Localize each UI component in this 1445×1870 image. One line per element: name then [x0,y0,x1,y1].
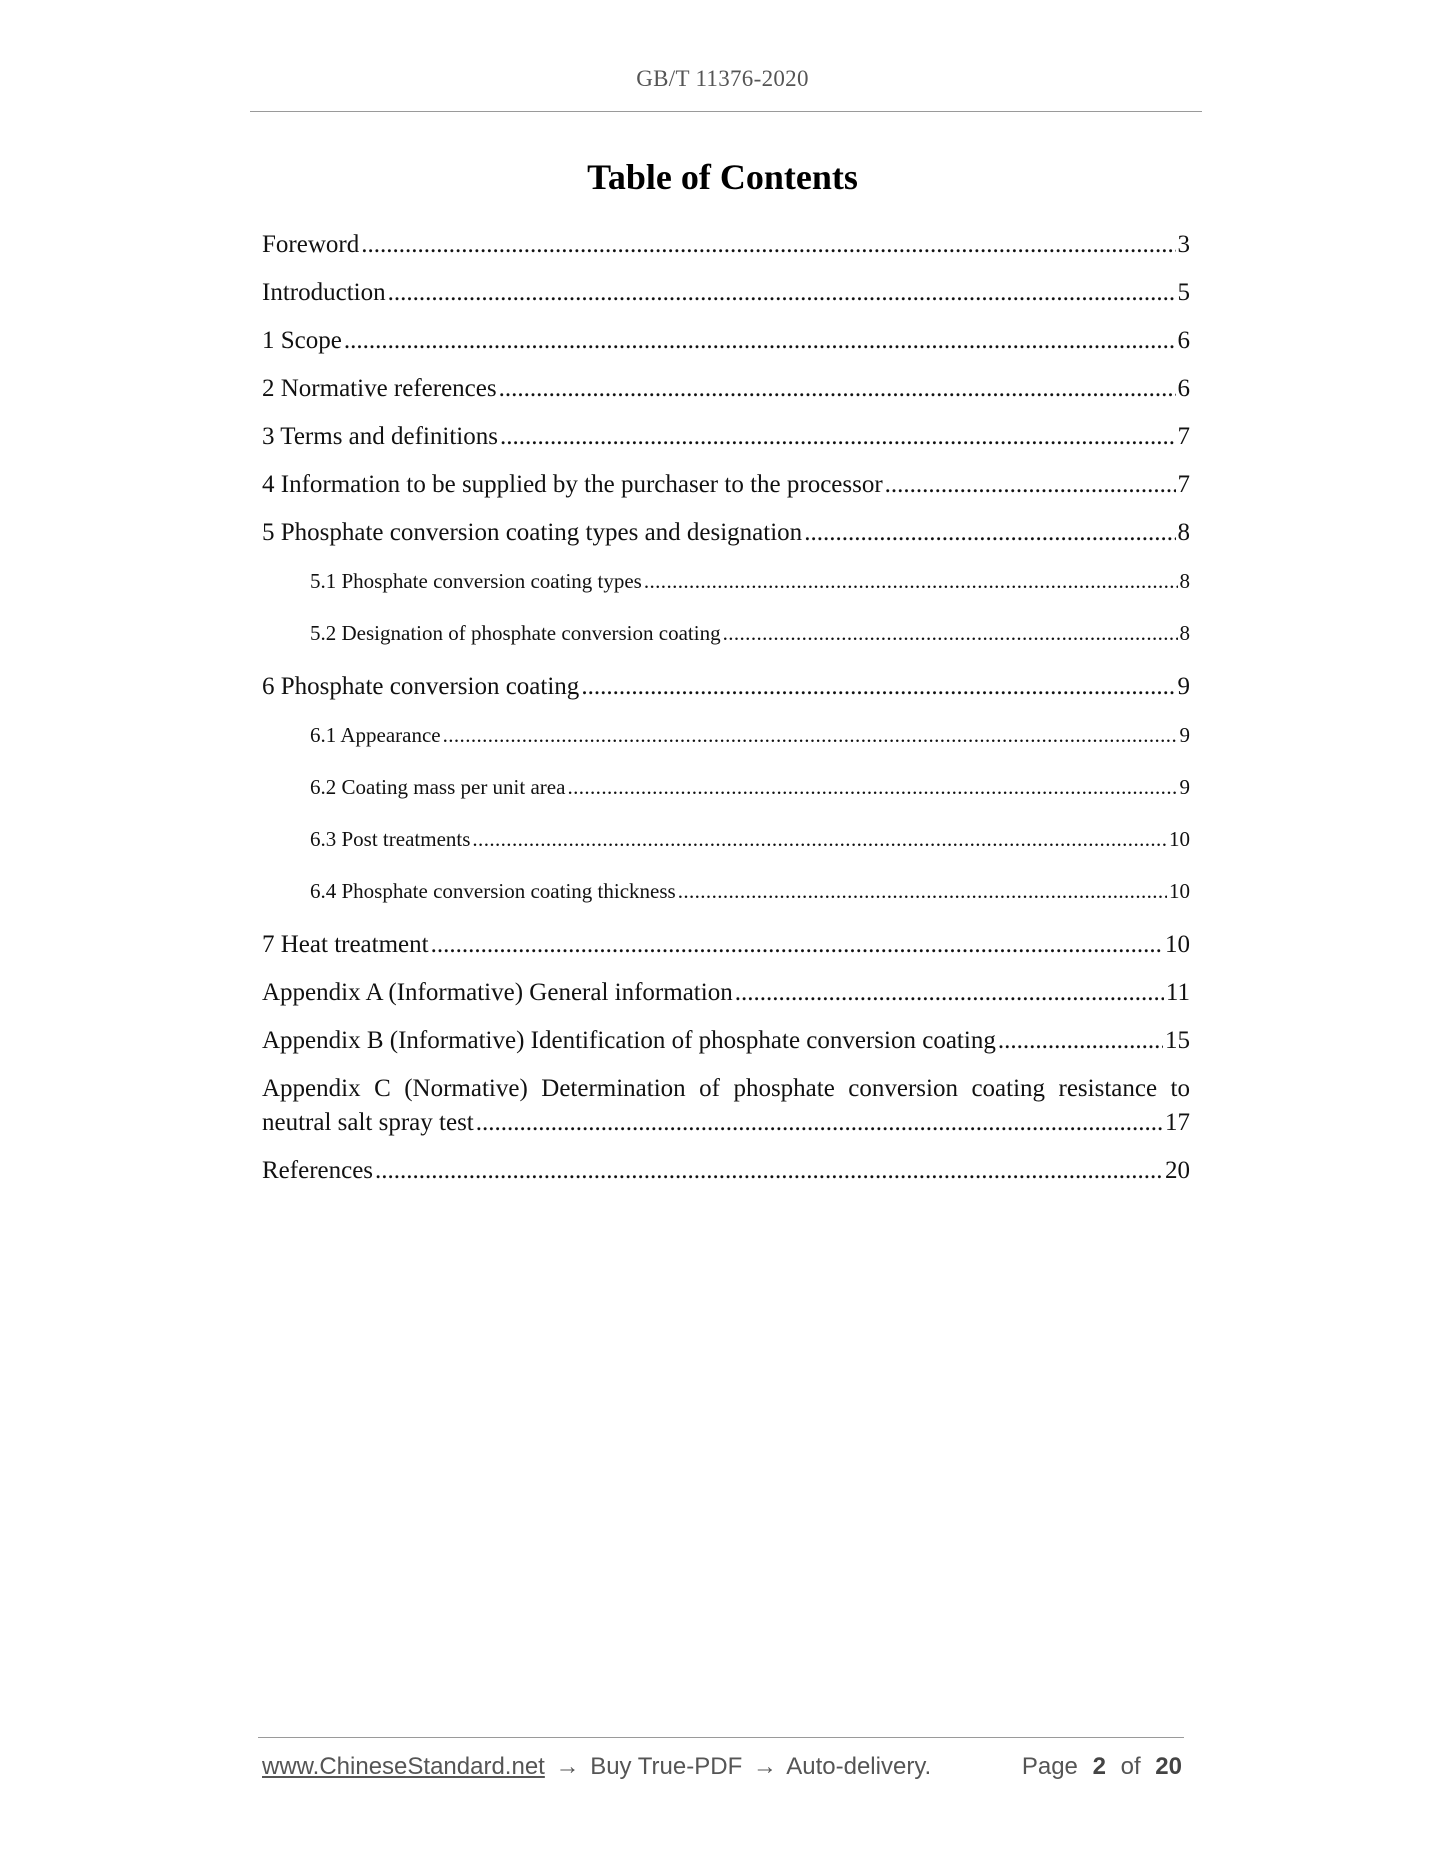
toc-page-number: 11 [1165,979,1190,1006]
toc-subentry-coating-types[interactable] [262,555,1190,607]
toc-entry-foreword[interactable] [262,221,1190,269]
toc-page-number: 8 [1177,519,1190,546]
toc-entry-label: 6.3 Post treatments [310,827,471,851]
toc-entry-label: 6.1 Appearance [310,723,441,747]
toc-entry-label: References [262,1157,374,1184]
toc-entry-normative-references[interactable] [262,365,1190,413]
dot-leader [472,813,1167,865]
toc-entry-information-supplied[interactable] [262,461,1190,509]
arrow-right-icon: → [555,1753,580,1780]
toc-entry-label: 3 Terms and definitions [262,423,498,450]
dot-leader [678,865,1167,917]
toc-entry-label: 5.1 Phosphate conversion coating types [310,569,642,593]
toc-entry-label: Introduction [262,279,386,306]
dot-leader [500,413,1176,461]
toc-entry-phosphate-conversion-coating[interactable] [262,663,1190,711]
page-counter [1022,1753,1182,1781]
toc-entry-label: Foreword [262,231,360,258]
dot-leader [344,317,1176,365]
dot-leader [361,221,1175,269]
toc-entry-label: 7 Heat treatment [262,931,429,958]
toc-entry-continuation [262,1106,1190,1140]
toc-page-number: 9 [1177,673,1190,700]
dot-leader [443,709,1178,761]
toc-entry-appendix-c[interactable] [262,1065,1190,1147]
arrow-right-icon: → [752,1753,777,1780]
toc-page-number: 6 [1177,375,1190,402]
toc-entry-coating-types-and-designation[interactable] [262,509,1190,557]
footer-promo [262,1753,931,1781]
auto-delivery-text: Auto-delivery. [786,1753,932,1780]
of-word: of [1120,1753,1141,1780]
dot-leader [476,1106,1163,1140]
toc-entry-label: 6.2 Coating mass per unit area [310,775,566,799]
dot-leader [581,663,1175,711]
toc-page-number: 9 [1179,723,1190,747]
dot-leader [499,365,1176,413]
toc-page-number: 15 [1165,1027,1190,1054]
toc-subentry-appearance[interactable] [262,709,1190,761]
page-title: Table of Contents [587,157,858,197]
toc-subentry-designation[interactable] [262,607,1190,659]
toc-entry-label: 5 Phosphate conversion coating types and designation [262,519,803,546]
dot-leader [388,269,1176,317]
toc-subentry-coating-mass[interactable] [262,761,1190,813]
toc-entry-label: 1 Scope [262,327,342,354]
toc-entry-label: Appendix C (Normative) Determination of phosphate conversion coating resistance to [262,1075,1190,1102]
toc-entry-references[interactable] [262,1147,1190,1195]
toc-page-number: 8 [1179,569,1190,593]
dot-leader [885,461,1176,509]
total-pages-number: 20 [1155,1753,1182,1780]
page-word: Page [1021,1753,1078,1780]
toc-entry-scope[interactable] [262,317,1190,365]
website-link[interactable]: www.ChineseStandard.net [262,1753,545,1780]
toc-entry-appendix-b[interactable] [262,1017,1190,1065]
dot-leader [735,969,1164,1017]
toc-page-number: 3 [1177,231,1190,258]
dot-leader [375,1147,1163,1195]
dot-leader [567,761,1177,813]
toc-page-number: 10 [1169,827,1190,851]
current-page-number: 2 [1092,1753,1106,1780]
toc-page-number: 17 [1165,1109,1190,1136]
toc-entry-label: 4 Information to be supplied by the purchaser to the processor [262,471,883,498]
header-divider [250,111,1202,112]
dot-leader [644,555,1178,607]
buy-pdf-text: Buy True-PDF [590,1753,743,1780]
toc-subentry-coating-thickness[interactable] [262,865,1190,917]
toc-page-number: 6 [1177,327,1190,354]
toc-entry-label-continued: neutral salt spray test [262,1109,474,1136]
running-header: GB/T 11376-2020 [636,66,809,91]
toc-entry-terms-and-definitions[interactable] [262,413,1190,461]
page-footer [262,1753,1182,1781]
toc-page-number: 7 [1177,471,1190,498]
dot-leader [804,509,1175,557]
toc-entry-appendix-a[interactable] [262,969,1190,1017]
toc-page-number: 20 [1165,1157,1190,1184]
toc-page-number: 10 [1169,879,1190,903]
toc-page-number: 8 [1179,621,1190,645]
toc-page-number: 10 [1165,931,1190,958]
toc-entry-label: Appendix B (Informative) Identification of phosphate conversion coating [262,1027,996,1054]
toc-entry-label: 2 Normative references [262,375,497,402]
toc-entry-introduction[interactable] [262,269,1190,317]
toc-page-number: 5 [1177,279,1190,306]
toc-entry-label: 6 Phosphate conversion coating [262,673,580,700]
dot-leader [723,607,1178,659]
toc-entry-label: 5.2 Designation of phosphate conversion coating [310,621,721,645]
dot-leader [998,1017,1163,1065]
toc-entry-heat-treatment[interactable] [262,921,1190,969]
toc-subentry-post-treatments[interactable] [262,813,1190,865]
table-of-contents [262,221,1190,1195]
toc-entry-label: Appendix A (Informative) General information [262,979,733,1006]
toc-page-number: 7 [1177,423,1190,450]
toc-page-number: 9 [1179,775,1190,799]
dot-leader [431,921,1163,969]
toc-entry-label: 6.4 Phosphate conversion coating thickness [310,879,676,903]
footer-divider [258,1737,1184,1738]
